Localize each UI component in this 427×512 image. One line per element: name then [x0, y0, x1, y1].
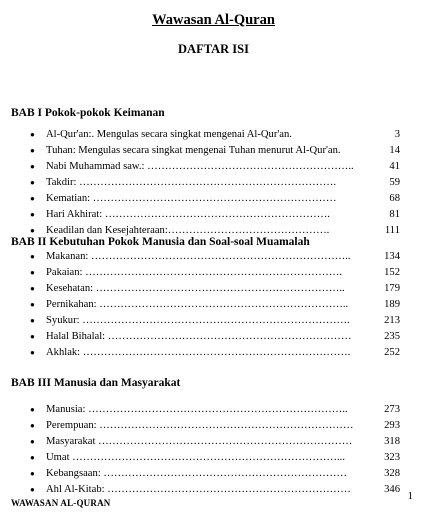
footer-title: WAWASAN AL-QURAN [11, 498, 111, 508]
bullet-icon: ● [30, 316, 35, 325]
toc-entry[interactable] [0, 313, 427, 329]
section-heading-bab-2: BAB II Kebutuhan Pokok Manusia dan Soal-soal Muamalah [11, 236, 310, 248]
toc-entry[interactable] [0, 159, 427, 175]
bullet-icon: ● [30, 421, 35, 430]
toc-entry[interactable] [0, 207, 427, 223]
toc-entry-label: Manusia: ……………………………………………………………….. [46, 404, 348, 415]
toc-entry-label: Umat …………………………………………………………………... [46, 452, 345, 463]
toc-entry-label: Al-Qur'an:. Mengulas secara singkat mengenai Al-Qur'an. [46, 129, 292, 140]
bullet-icon: ● [30, 194, 35, 203]
toc-entry-page: 41 [389, 161, 400, 172]
toc-entry[interactable] [0, 127, 427, 143]
toc-entry-page: 3 [394, 129, 400, 140]
toc-entry-label: Halal Bihalal: …………………………………………………………… [46, 331, 352, 342]
section-heading-bab-3: BAB III Manusia dan Masyarakat [11, 377, 181, 389]
toc-entry-label: Takdir: ………………………………………………………………. [46, 177, 336, 188]
bullet-icon: ● [30, 485, 35, 494]
toc-entry-label: Keadilan dan Kesejahteraan:………………………………………. [46, 225, 330, 236]
toc-entry-page: 273 [384, 404, 400, 415]
toc-entry-label: Masyarakat ……………………………………………………………… [46, 436, 353, 447]
toc-entry-page: 252 [384, 347, 400, 358]
bullet-icon: ● [30, 300, 35, 309]
toc-entry-page: 328 [384, 468, 400, 479]
bullet-icon: ● [30, 453, 35, 462]
bullet-icon: ● [30, 130, 35, 139]
document-title: Wawasan Al-Quran [152, 12, 275, 28]
toc-entry[interactable] [0, 329, 427, 345]
toc-entry-label: Perempuan: ……………………………………………………………… [46, 420, 354, 431]
toc-entry-page: 59 [389, 177, 400, 188]
toc-entry-page: 323 [384, 452, 400, 463]
toc-entry-page: 346 [384, 484, 400, 495]
toc-entry[interactable] [0, 191, 427, 207]
bullet-icon: ● [30, 162, 35, 171]
toc-entry-page: 134 [384, 251, 400, 262]
toc-entry-page: 293 [384, 420, 400, 431]
bullet-icon: ● [30, 252, 35, 261]
bullet-icon: ● [30, 268, 35, 277]
toc-heading: DAFTAR ISI [178, 42, 249, 56]
toc-entry[interactable] [0, 143, 427, 159]
toc-entry-label: Pakaian: ………………………………………………………………. [46, 267, 343, 278]
toc-entry-label: Hari Akhirat: ………………………………………………………. [46, 209, 330, 220]
toc-entry-label: Kebangsaan: …………………………………………………………… [46, 468, 348, 479]
toc-entry[interactable] [0, 466, 427, 482]
bullet-icon: ● [30, 146, 35, 155]
toc-entry-label: Kesehatan: …………………………………………………………….. [46, 283, 345, 294]
toc-entry-page: 111 [384, 225, 400, 236]
bullet-icon: ● [30, 332, 35, 341]
toc-entry[interactable] [0, 434, 427, 450]
toc-entry[interactable] [0, 175, 427, 191]
toc-entry[interactable] [0, 281, 427, 297]
bullet-icon: ● [30, 284, 35, 293]
section-heading-bab-1: BAB I Pokok-pokok Keimanan [11, 107, 165, 119]
toc-entry-page: 179 [384, 283, 400, 294]
bullet-icon: ● [30, 405, 35, 414]
toc-entry[interactable] [0, 450, 427, 466]
toc-entry[interactable] [0, 418, 427, 434]
toc-entry-label: Kematian: …………………………………………………………… [46, 193, 337, 204]
toc-entry-label: Ahl Al-Kitab: …………………………………………………………… [46, 484, 351, 495]
toc-entry-page: 14 [389, 145, 400, 156]
toc-entry-label: Tuhan: Mengulas secara singkat mengenai Tuhan menurut Al-Qur'an. [46, 145, 341, 156]
toc-entry-label: Akhlak: …………………………………………………………………. [46, 347, 351, 358]
toc-entry-page: 189 [384, 299, 400, 310]
toc-entry-label: Makanan: ……………………………………………………………….. [46, 251, 351, 262]
toc-entry-page: 235 [384, 331, 400, 342]
bullet-icon: ● [30, 348, 35, 357]
toc-entry-page: 213 [384, 315, 400, 326]
bullet-icon: ● [30, 469, 35, 478]
toc-entry-page: 318 [384, 436, 400, 447]
toc-entry[interactable] [0, 265, 427, 281]
toc-entry-page: 81 [389, 209, 400, 220]
toc-entry[interactable] [0, 297, 427, 313]
bullet-icon: ● [30, 226, 35, 235]
page-number: 1 [407, 490, 413, 502]
toc-entry[interactable] [0, 482, 427, 498]
toc-entry-page: 68 [389, 193, 400, 204]
toc-entry-label: Pernikahan: …………………………………………………………….. [46, 299, 349, 310]
toc-entry-label: Syukur: …………………………………………………………………. [46, 315, 350, 326]
bullet-icon: ● [30, 437, 35, 446]
toc-entry-page: 152 [384, 267, 400, 278]
toc-entry[interactable] [0, 402, 427, 418]
toc-entry-label: Nabi Muhammad saw.: ………………………………………………….. [46, 161, 354, 172]
bullet-icon: ● [30, 178, 35, 187]
toc-entry[interactable] [0, 249, 427, 265]
bullet-icon: ● [30, 210, 35, 219]
toc-entry[interactable] [0, 345, 427, 361]
